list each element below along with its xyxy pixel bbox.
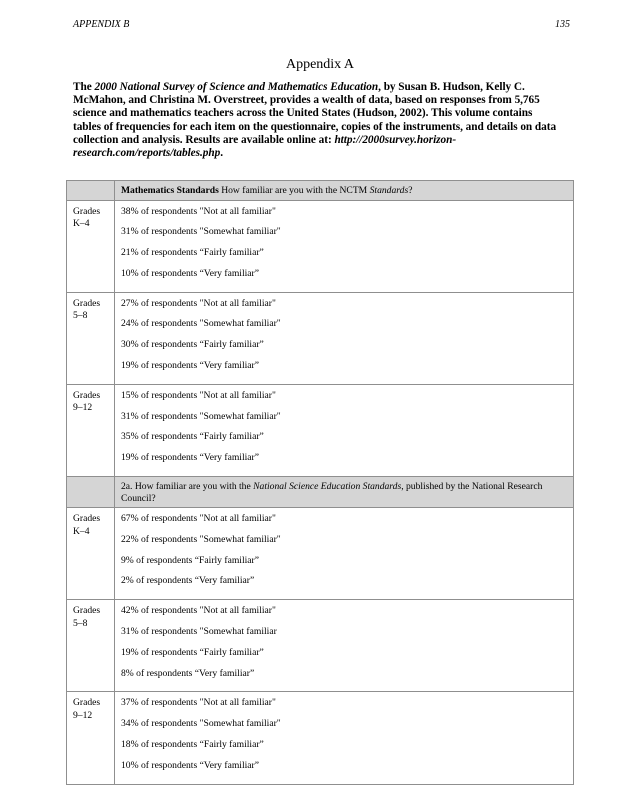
section-heading-blank — [67, 477, 115, 508]
section-heading-italic: Standards — [369, 185, 409, 196]
grade-range: 5–8 — [73, 617, 88, 629]
response-line: 34% of respondents "Somewhat familiar" — [121, 718, 281, 730]
page-number: 135 — [555, 19, 570, 30]
grade-label: Grades — [73, 605, 101, 617]
response-line: 19% of respondents “Fairly familiar” — [121, 646, 264, 658]
section-heading-post: ? — [408, 185, 413, 196]
section-heading-row — [67, 181, 574, 201]
grade-label: Grades — [73, 205, 101, 217]
survey-title: 2000 National Survey of Science and Mathematics Education — [94, 81, 379, 93]
grade-level — [67, 692, 115, 784]
response-line: 21% of respondents “Fairly familiar” — [121, 247, 264, 259]
grade-level — [67, 384, 115, 476]
response-line: 31% of respondents "Somewhat familiar" — [121, 226, 281, 238]
running-head-left: APPENDIX B — [73, 19, 130, 30]
grade-label: Grades — [73, 513, 101, 525]
response-list — [115, 292, 574, 384]
grade-group-row — [67, 508, 574, 600]
intro-text-1: The — [73, 81, 95, 93]
response-list — [115, 692, 574, 784]
response-line: 10% of respondents “Very familiar” — [121, 267, 259, 279]
intro-paragraph — [73, 81, 563, 160]
response-line: 15% of respondents "Not at all familiar" — [121, 389, 276, 401]
section-heading-bold: Mathematics Standards — [121, 185, 219, 196]
section-heading-blank — [67, 181, 115, 201]
response-line: 38% of respondents "Not at all familiar" — [121, 205, 276, 217]
grade-range: 9–12 — [73, 709, 93, 721]
results-url: http://2000survey.horizon-research.com/reports/tables.php — [73, 133, 457, 160]
response-line: 22% of respondents "Somewhat familiar" — [121, 533, 281, 545]
grade-range: 9–12 — [73, 402, 93, 414]
page-title: Appendix A — [285, 57, 355, 72]
grade-label: Grades — [73, 697, 101, 709]
grade-label: Grades — [73, 297, 101, 309]
response-line: 42% of respondents "Not at all familiar" — [121, 605, 276, 617]
response-line: 30% of respondents “Fairly familiar” — [121, 339, 264, 351]
grade-level — [67, 200, 115, 292]
grade-group-row — [67, 200, 574, 292]
survey-table — [66, 180, 574, 785]
grade-group-row — [67, 600, 574, 692]
response-list — [115, 384, 574, 476]
response-line: 9% of respondents “Fairly familiar” — [121, 554, 259, 566]
response-line: 27% of respondents "Not at all familiar" — [121, 297, 276, 309]
response-list — [115, 600, 574, 692]
section-heading — [115, 181, 574, 201]
grade-group-row — [67, 692, 574, 784]
section-heading-pre: 2a. How familiar are you with the — [121, 481, 254, 493]
intro-text-2: , by Susan B. Hudson, Kelly C. McMahon, and Christina M. Overstreet, provides a wealth of data, based on responses from 5,765 science and mathematics teachers across the United States (Hudson, 2002). This volume contains tables of frequencies for each item on the questionnaire, copies of the instruments, and details on data collection and analysis. Results are available online at: — [73, 81, 557, 146]
grade-level — [67, 600, 115, 692]
response-line: 18% of respondents “Fairly familiar” — [121, 739, 264, 751]
response-list — [115, 508, 574, 600]
grade-group-row — [67, 292, 574, 384]
running-head — [73, 19, 570, 30]
response-line: 10% of respondents “Very familiar” — [121, 759, 259, 771]
grade-range: K–4 — [73, 525, 90, 537]
section-heading-post: , published by the National Research Council? — [121, 481, 543, 504]
response-list — [115, 200, 574, 292]
response-line: 37% of respondents "Not at all familiar" — [121, 697, 276, 709]
response-line: 8% of respondents “Very familiar” — [121, 667, 255, 679]
grade-level — [67, 508, 115, 600]
grade-level — [67, 292, 115, 384]
response-line: 19% of respondents “Very familiar” — [121, 360, 259, 372]
section-heading — [115, 477, 574, 508]
intro-text-end: . — [220, 147, 223, 160]
response-line: 19% of respondents “Very familiar” — [121, 452, 259, 464]
section-heading-pre: How familiar are you with the NCTM — [218, 185, 370, 196]
response-line: 2% of respondents “Very familiar” — [121, 575, 255, 587]
response-line: 31% of respondents "Somewhat familiar" — [121, 410, 281, 422]
grade-group-row — [67, 384, 574, 476]
response-line: 35% of respondents “Fairly familiar” — [121, 431, 264, 443]
grade-range: K–4 — [73, 218, 90, 229]
grade-label: Grades — [73, 389, 101, 401]
response-line: 31% of respondents "Somewhat familiar — [121, 626, 277, 638]
response-line: 24% of respondents "Somewhat familiar" — [121, 318, 281, 330]
section-heading-italic: National Science Education Standards — [253, 481, 402, 493]
response-line: 67% of respondents "Not at all familiar" — [121, 513, 276, 525]
grade-range: 5–8 — [73, 310, 88, 322]
section-heading-row — [67, 477, 574, 508]
